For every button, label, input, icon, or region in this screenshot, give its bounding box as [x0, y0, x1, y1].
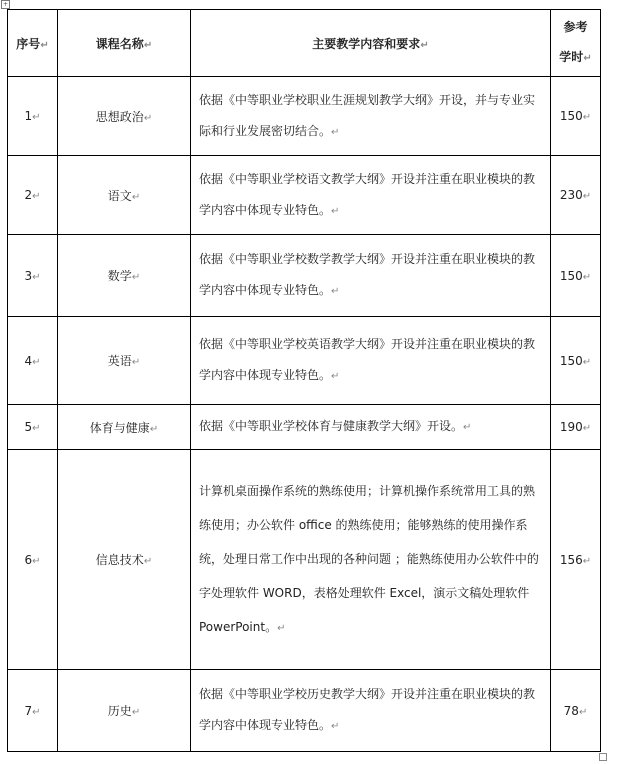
header-number: 序号↵ — [8, 10, 58, 77]
header-course: 课程名称↵ — [58, 10, 191, 77]
table-move-handle-icon[interactable]: + — [2, 1, 9, 8]
row-hours: 230↵ — [551, 156, 601, 235]
table-resize-handle-icon[interactable] — [599, 753, 607, 761]
row-course: 英语↵ — [58, 317, 191, 405]
row-content: 依据《中等职业学校数学教学大纲》开设并注重在职业模块的教学内容中体现专业特色。↵ — [191, 235, 551, 317]
header-content: 主要教学内容和要求↵ — [191, 10, 551, 77]
table-row — [8, 317, 601, 405]
row-course: 思想政治↵ — [58, 77, 191, 156]
row-content: 依据《中等职业学校职业生涯规划教学大纲》开设，并与专业实际和行业发展密切结合。↵ — [191, 77, 551, 156]
row-content: 依据《中等职业学校历史教学大纲》开设并注重在职业模块的教学内容中体现专业特色。↵ — [191, 670, 551, 752]
table-row — [8, 450, 601, 670]
table-row — [8, 405, 601, 450]
row-number: 5↵ — [8, 405, 58, 450]
header-hours: 参考 学时↵ — [551, 10, 601, 77]
row-course: 历史↵ — [58, 670, 191, 752]
row-number: 6↵ — [8, 450, 58, 670]
row-course: 体育与健康↵ — [58, 405, 191, 450]
row-course: 数学↵ — [58, 235, 191, 317]
course-table — [7, 9, 601, 752]
row-course: 信息技术↵ — [58, 450, 191, 670]
table-header-row — [8, 10, 601, 77]
table-row — [8, 156, 601, 235]
row-content: 计算机桌面操作系统的熟练使用；计算机操作系统常用工具的熟练使用；办公软件 office 的熟练使用；能够熟练的使用操作系统，处理日常工作中出现的各种问题 ；能熟练使用办公软件中的字处理软件 WORD，表格处理软件 Excel，演示文稿处理软件 PowerPoint。↵ — [191, 450, 551, 670]
row-hours: 190↵ — [551, 405, 601, 450]
row-hours: 156↵ — [551, 450, 601, 670]
table-row — [8, 670, 601, 752]
row-number: 3↵ — [8, 235, 58, 317]
row-number: 4↵ — [8, 317, 58, 405]
row-hours: 78↵ — [551, 670, 601, 752]
row-number: 1↵ — [8, 77, 58, 156]
row-number: 2↵ — [8, 156, 58, 235]
row-hours: 150↵ — [551, 317, 601, 405]
row-hours: 150↵ — [551, 235, 601, 317]
table-row — [8, 77, 601, 156]
row-hours: 150↵ — [551, 77, 601, 156]
row-content: 依据《中等职业学校语文教学大纲》开设并注重在职业模块的教学内容中体现专业特色。↵ — [191, 156, 551, 235]
row-number: 7↵ — [8, 670, 58, 752]
row-course: 语文↵ — [58, 156, 191, 235]
table-row — [8, 235, 601, 317]
row-content: 依据《中等职业学校英语教学大纲》开设并注重在职业模块的教学内容中体现专业特色。↵ — [191, 317, 551, 405]
row-content: 依据《中等职业学校体育与健康教学大纲》开设。↵ — [191, 405, 551, 450]
